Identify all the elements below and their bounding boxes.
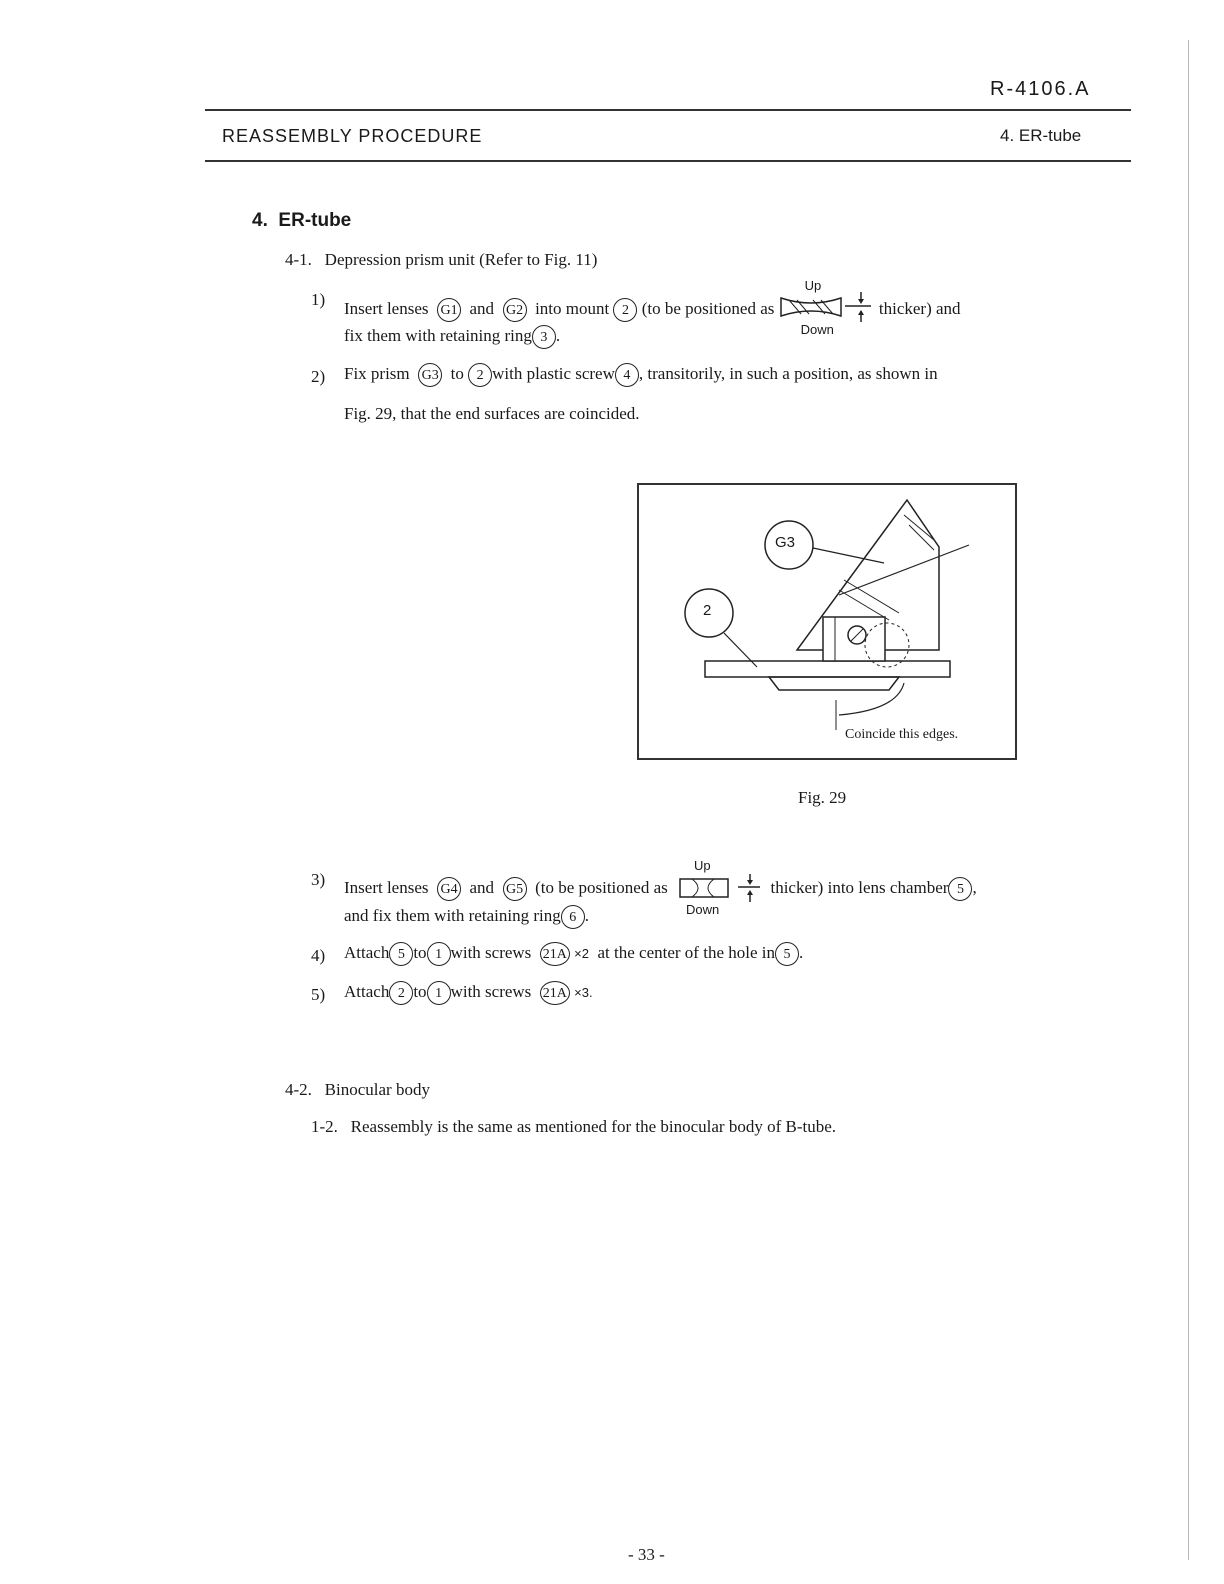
step-text: to [413,981,427,1001]
part-3-callout: 3 [532,325,556,349]
step-text: to [450,363,464,383]
lens-symbol [678,874,762,902]
step-5-number: 5) [311,985,326,1004]
part-g1-callout: G1 [437,298,461,322]
step-text: (to be positioned as [535,877,668,897]
subsection-4-2 [285,1080,430,1100]
section-title: ER-tube [278,210,352,231]
step-text: and [469,298,495,318]
part-2-callout: 2 [389,981,413,1005]
step-text: thicker) into lens chamber [770,877,949,897]
part-5-callout: 5 [948,877,972,901]
step-text: thicker) and [878,298,961,318]
lens-orientation-icon [779,278,875,337]
item-number: 1-2. [311,1117,338,1136]
part-21a-callout: 21A [540,981,570,1005]
section-number: 4. [252,210,268,231]
header-rule-bottom [205,160,1131,162]
header-section-number: 4. ER-tube [1000,126,1082,145]
up-label: Up [804,278,822,293]
step-text: . [555,325,561,345]
part-g4-callout: G4 [437,877,461,901]
step-text: Insert lenses [344,877,429,897]
part-g5-callout: G5 [503,877,527,901]
step-text: at the center of the hole in [597,942,775,962]
subsection-number: 4-2. [285,1080,312,1099]
step-4-line [344,942,803,966]
subsection-4-2-item [311,1117,836,1137]
part-6-callout: 6 [561,905,585,929]
item-text: Reassembly is the same as mentioned for the binocular body of B-tube. [350,1117,837,1136]
step-text: and [469,877,495,897]
figure-label-g3: G3 [775,534,796,551]
step-text: Attach [344,942,390,962]
step-text: Attach [344,981,390,1001]
step-5-line [344,981,593,1005]
subsection-number: 4-1. [285,250,312,269]
part-g2-callout: G2 [503,298,527,322]
step-2-line-2: Fig. 29, that the end surfaces are coincided. [344,404,640,423]
figure-note: Coincide this edges. [845,727,959,742]
up-label: Up [693,858,711,873]
header-section-title: REASSEMBLY PROCEDURE [222,126,483,146]
part-2-callout: 2 [468,363,492,387]
step-4-number: 4) [311,946,326,965]
quantity: ×2 [574,945,589,961]
step-text: with screws [450,942,532,962]
lens-symbol [779,292,875,322]
step-2-line-1 [344,363,938,387]
quantity: ×3. [574,984,593,1000]
step-text: Insert lenses [344,298,429,318]
document-number: R-4106.A [990,78,1091,100]
down-label: Down [800,322,834,337]
figure-caption: Fig. 29 [798,788,847,807]
step-text: . [584,905,589,925]
step-text: Fix prism [344,363,410,383]
subsection-title: Depression prism unit (Refer to Fig. 11) [324,250,598,269]
step-text: . [798,942,804,962]
step-text: into mount [535,298,610,318]
prism-diagram [639,485,1015,758]
section-heading [252,210,351,232]
figure-label-2: 2 [703,602,712,619]
header-rule-top [205,109,1131,111]
subsection-4-1 [285,250,597,270]
step-text: (to be positioned as [641,298,775,318]
step-text: with plastic screw [492,363,615,383]
subsection-title: Binocular body [324,1080,430,1099]
step-3-number: 3) [311,870,326,889]
part-2-callout: 2 [613,298,637,322]
step-text: , transitorily, in such a position, as shown in [638,363,938,383]
step-1-line-2 [344,325,560,349]
part-4-callout: 4 [615,363,639,387]
part-21a-callout: 21A [540,942,570,966]
step-text: and fix them with retaining ring [344,905,561,925]
step-3-line-2 [344,905,589,929]
page-edge [1188,40,1189,1560]
down-label: Down [685,902,720,917]
part-1-callout: 1 [427,981,451,1005]
step-text: fix them with retaining ring [344,325,532,345]
part-1-callout: 1 [427,942,451,966]
part-5-callout: 5 [389,942,413,966]
step-2-number: 2) [311,367,326,386]
lens-orientation-icon [672,858,762,917]
step-text: to [413,942,427,962]
step-1-number: 1) [311,290,326,309]
step-text: , [972,877,977,897]
part-5-callout: 5 [775,942,799,966]
figure-29 [637,483,1017,760]
page-number: - 33 - [628,1545,665,1564]
part-g3-callout: G3 [418,363,442,387]
step-text: with screws [450,981,532,1001]
